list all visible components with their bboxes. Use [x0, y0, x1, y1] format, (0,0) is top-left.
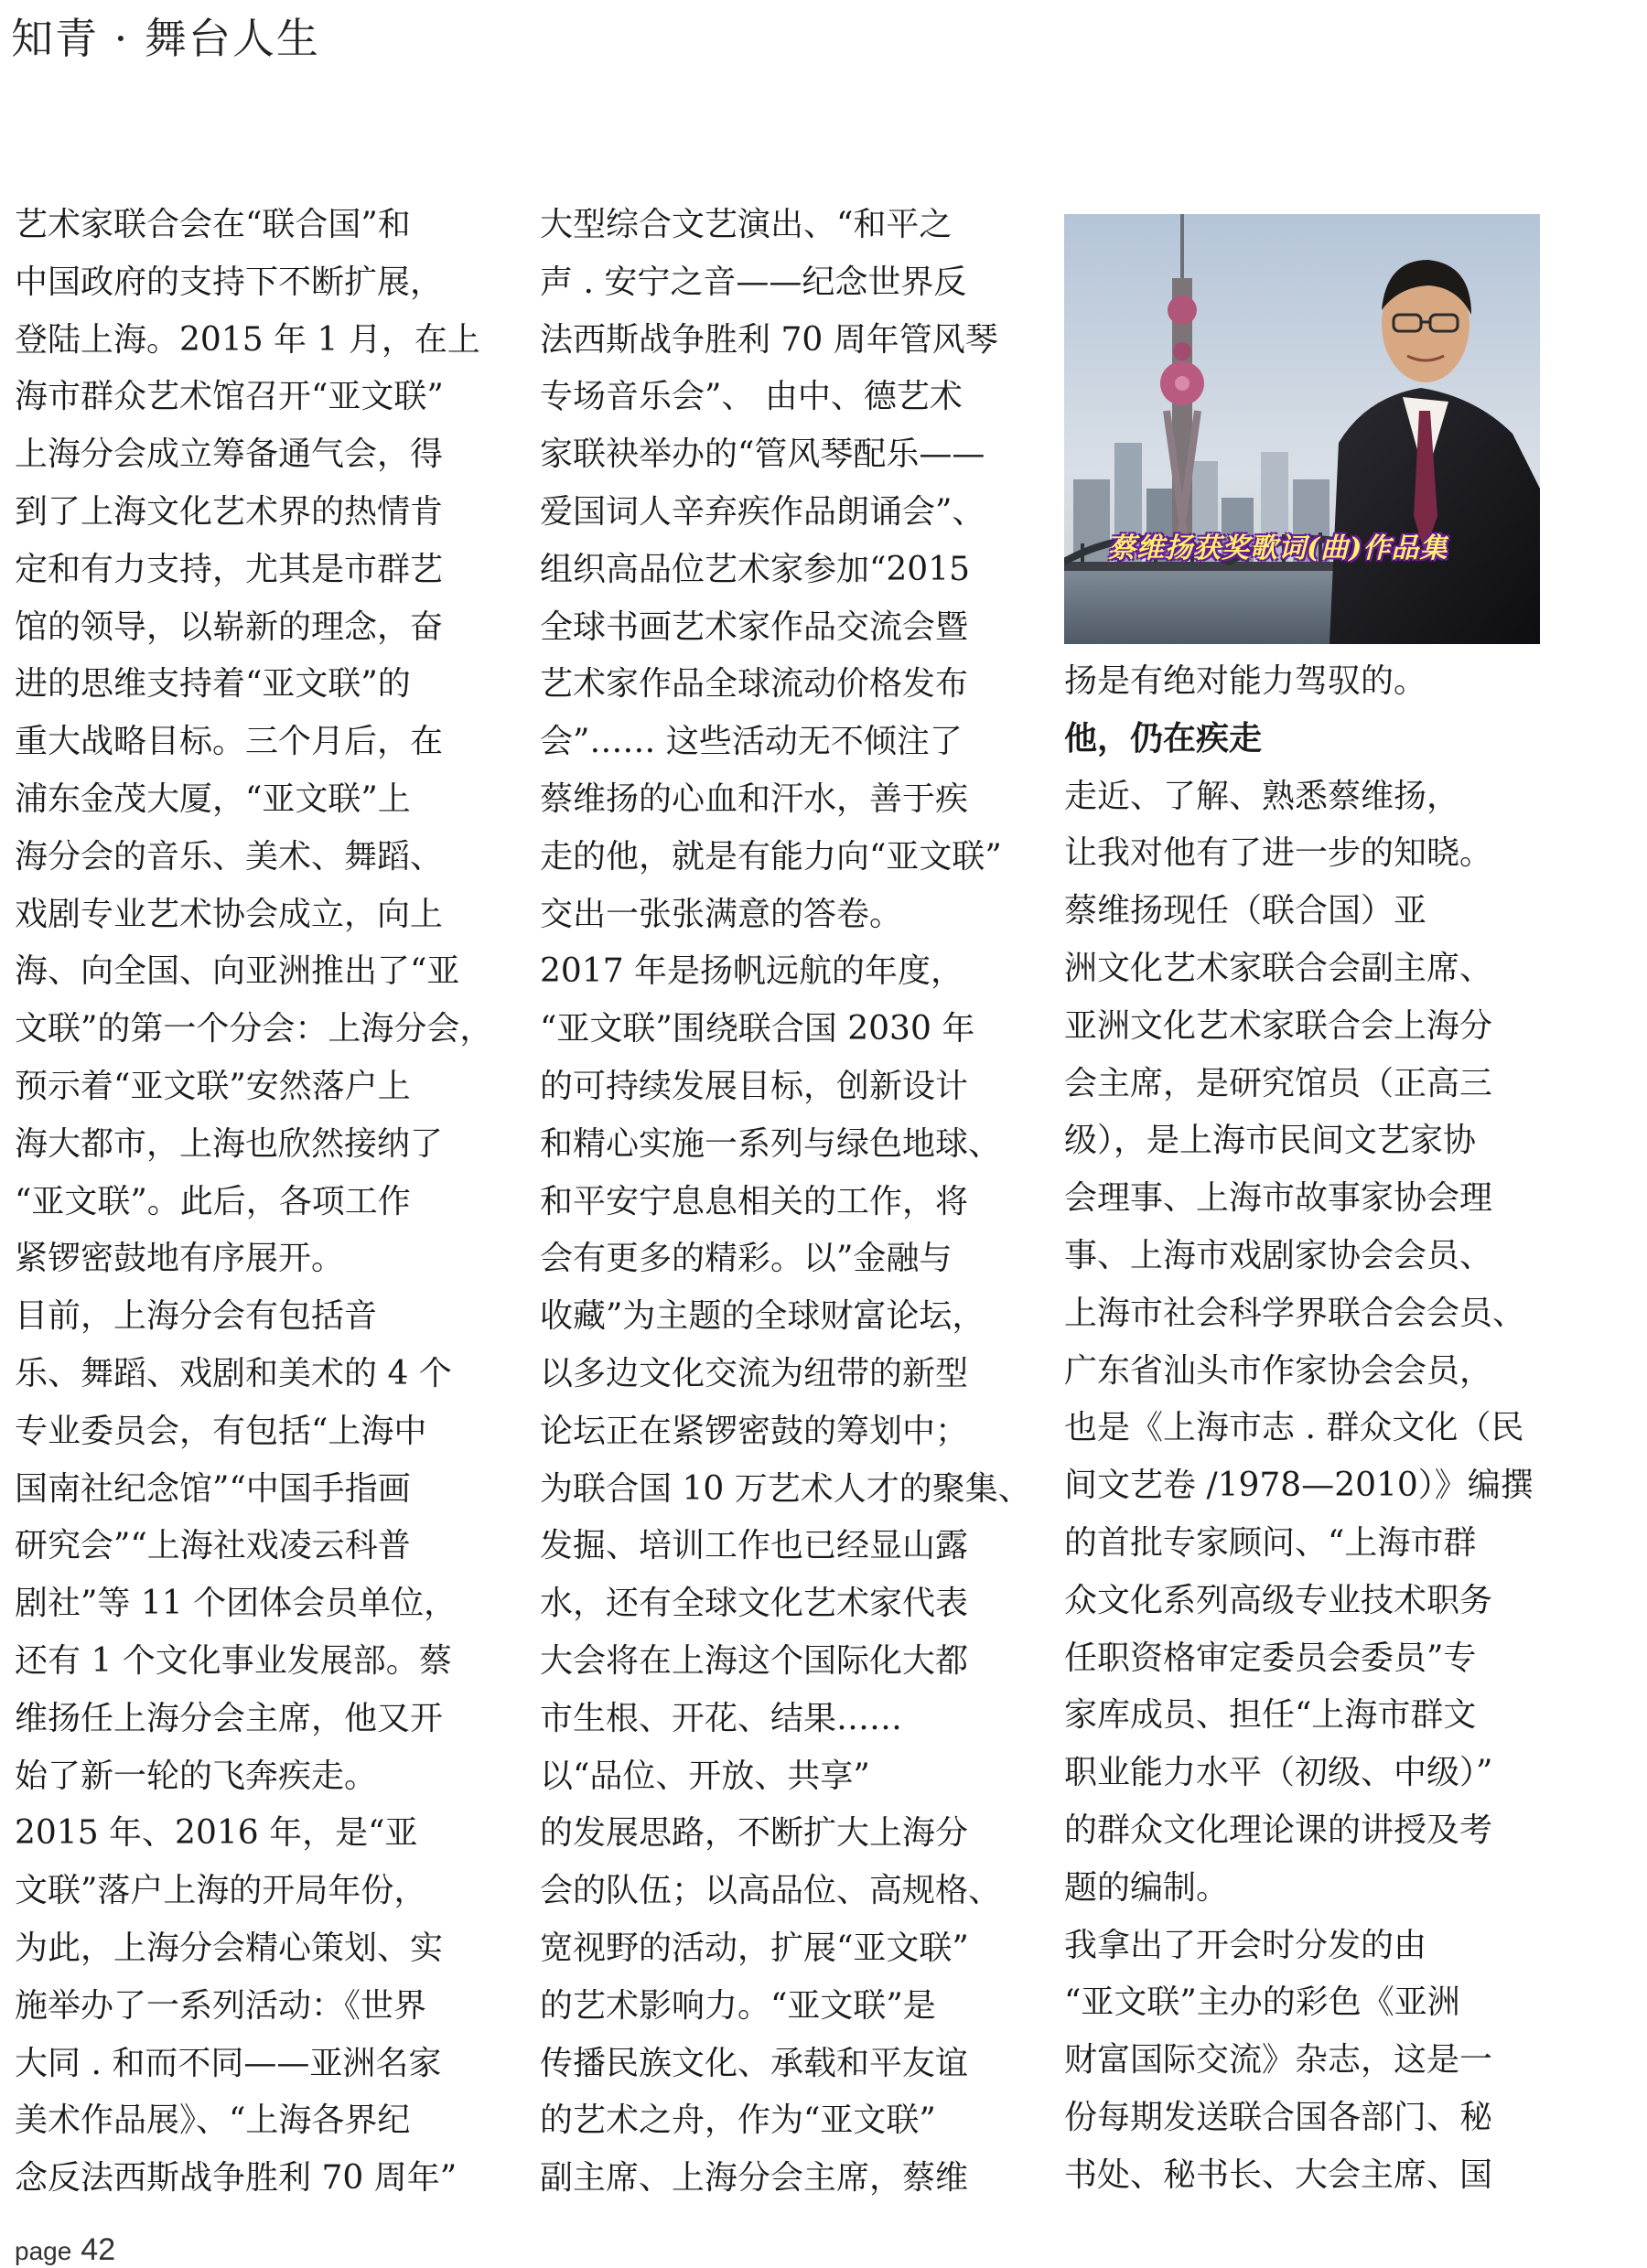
text-line: 走近、了解、熟悉蔡维扬， — [1064, 777, 1460, 815]
text-line: 上海分会成立筹备通气会，得 — [15, 435, 444, 474]
text-line: 会有更多的精彩。以”金融与 — [540, 1240, 953, 1278]
text-line: 还有 1 个文化事业发展部。蔡 — [15, 1641, 452, 1680]
text-line: 海市群众艺术馆召开“亚文联” — [15, 378, 444, 416]
text-line: 海分会的音乐、美术、舞蹈、 — [15, 837, 444, 876]
text-line: 的艺术之舟，作为“亚文联” — [540, 2101, 936, 2140]
text-line: 全球书画艺术家作品交流会暨 — [540, 607, 969, 646]
text-line: 国南社纪念馆”“中国手指画 — [15, 1469, 411, 1508]
text-line: 组织高品位艺术家参加“2015 — [540, 550, 971, 588]
text-line: 艺术家联合会在“联合国”和 — [15, 206, 411, 243]
shanghai-skyline-image — [1064, 214, 1540, 644]
text-line: 上海市社会科学界联合会会员、 — [1064, 1294, 1526, 1332]
text-line: “亚文联”围绕联合国 2030 年 — [540, 1010, 975, 1048]
text-line: 会理事、上海市故事家协会理 — [1064, 1179, 1493, 1218]
text-column-2 — [540, 197, 1031, 2208]
text-column-1 — [15, 197, 493, 2208]
text-line: 事、上海市戏剧家协会会员、 — [1064, 1236, 1493, 1274]
text-column-3 — [1064, 653, 1540, 2205]
text-line: 题的编制。 — [1064, 1868, 1230, 1907]
text-line: 份每期发送联合国各部门、秘 — [1064, 2098, 1493, 2136]
text-line: 艺术家作品全球流动价格发布 — [540, 665, 969, 704]
text-line: 进的思维支持着“亚文联”的 — [15, 665, 411, 704]
text-line: 为此，上海分会精心策划、实 — [15, 1929, 444, 1967]
text-line: 文联”落户上海的开局年份， — [15, 1872, 427, 1910]
text-line: 的可持续发展目标，创新设计 — [540, 1067, 969, 1105]
text-line: 副主席、上海分会主席，蔡维 — [540, 2159, 969, 2198]
text-line: 书处、秘书长、大会主席、国 — [1064, 2155, 1493, 2194]
text-line: 的发展思路，不断扩大上海分 — [540, 1814, 969, 1853]
text-line: 美术作品展》、“上海各界纪 — [15, 2101, 411, 2140]
text-line: 和平安宁息息相关的工作，将 — [540, 1182, 969, 1220]
text-line: 法西斯战争胜利 70 周年管风琴 — [540, 320, 998, 359]
text-line: 传播民族文化、承载和平友谊 — [540, 2044, 969, 2082]
text-line: 研究会”“上海社戏凌云科普 — [15, 1527, 411, 1565]
text-line: 蔡维扬现任（联合国）亚 — [1064, 892, 1427, 930]
text-line: 会的队伍；以高品位、高规格、 — [540, 1872, 1002, 1910]
text-line: 乐、舞蹈、戏剧和美术的 4 个 — [15, 1354, 452, 1392]
text-line: 目前，上海分会有包括音 — [15, 1297, 378, 1336]
text-line: 馆的领导，以崭新的理念，奋 — [15, 607, 444, 646]
text-line: 戏剧专业艺术协会成立，向上 — [15, 895, 444, 933]
text-line: 爱国词人辛弃疾作品朗诵会”、 — [540, 492, 985, 531]
section-header: 知青 · 舞台人生 — [11, 14, 320, 63]
text-line: 蔡维扬的心血和汗水，善于疾 — [540, 779, 969, 818]
text-line: 市生根、开花、结果…… — [540, 1699, 903, 1737]
text-line: 为联合国 10 万艺术人才的聚集、 — [540, 1469, 1031, 1508]
text-line: 财富国际交流》杂志，这是一 — [1064, 2041, 1493, 2080]
text-line: 众文化系列高级专业技术职务 — [1064, 1581, 1493, 1619]
text-line: 水，还有全球文化艺术家代表 — [540, 1585, 969, 1623]
text-line: 广东省汕头市作家协会会员， — [1064, 1351, 1493, 1390]
text-line: “亚文联”。此后，各项工作 — [15, 1182, 411, 1220]
text-line: 专场音乐会”、 由中、德艺术 — [540, 378, 963, 416]
text-line: 施举办了一系列活动：《世界 — [15, 1986, 427, 2025]
text-line: 任职资格审定委员会委员”专 — [1064, 1639, 1477, 1677]
text-line: 中国政府的支持下不断扩展， — [15, 263, 444, 301]
text-line: 到了上海文化艺术界的热情肯 — [15, 492, 444, 531]
text-line: 2015 年、2016 年，是“亚 — [15, 1814, 418, 1853]
subheading: 他，仍在疾走 — [1064, 719, 1263, 758]
page-footer — [15, 2232, 115, 2268]
text-line: 声 . 安宁之音——纪念世界反 — [540, 263, 967, 301]
text-line: 维扬任上海分会主席，他又开 — [15, 1699, 444, 1737]
text-line: 和精心实施一系列与绿色地球、 — [540, 1124, 1002, 1163]
text-line: 间文艺卷 /1978—2010）》编撰 — [1064, 1467, 1534, 1505]
text-line: 念反法西斯战争胜利 70 周年” — [15, 2159, 458, 2198]
text-line: 剧社”等 11 个团体会员单位， — [15, 1585, 458, 1623]
text-line: 浦东金茂大厦，“亚文联”上 — [15, 779, 411, 818]
text-line: 2017 年是扬帆远航的年度， — [540, 952, 964, 991]
text-line: 级），是上海市民间文艺家协 — [1064, 1122, 1477, 1160]
text-line: 论坛正在紧锣密鼓的筹划中； — [540, 1412, 969, 1450]
text-line: 职业能力水平（初级、中级）” — [1064, 1754, 1493, 1792]
text-line: 专业委员会，有包括“上海中 — [15, 1412, 427, 1450]
text-line: 海大都市，上海也欣然接纳了 — [15, 1124, 444, 1163]
text-line: 家联袂举办的“管风琴配乐—— — [540, 435, 985, 474]
text-line: 始了新一轮的飞奔疾走。 — [15, 1757, 378, 1795]
text-line: 文联”的第一个分会：上海分会， — [15, 1010, 493, 1048]
text-line: 我拿出了开会时分发的由 — [1064, 1926, 1427, 1964]
text-line: 大同 . 和而不同——亚洲名家 — [15, 2044, 442, 2082]
text-line: 宽视野的活动，扩展“亚文联” — [540, 1929, 969, 1967]
portrait-photo — [1064, 214, 1540, 644]
text-line: 也是《上海市志 . 群众文化（民 — [1064, 1409, 1524, 1447]
text-line: “亚文联”主办的彩色《亚洲 — [1064, 1983, 1460, 2022]
text-line: 大会将在上海这个国际化大都 — [540, 1641, 969, 1680]
photo-caption: 蔡维扬获奖歌词(曲)作品集 — [1108, 532, 1448, 564]
text-line: 预示着“亚文联”安然落户上 — [15, 1067, 411, 1105]
text-line: 交出一张张满意的答卷。 — [540, 895, 903, 933]
text-line: 会主席，是研究馆员（正高三 — [1064, 1064, 1493, 1102]
text-line: 的群众文化理论课的讲授及考 — [1064, 1811, 1493, 1849]
text-line: 扬是有绝对能力驾驭的。 — [1064, 662, 1427, 700]
text-line: 紧锣密鼓地有序展开。 — [15, 1240, 345, 1278]
text-line: 以多边文化交流为纽带的新型 — [540, 1354, 969, 1392]
page-number: 42 — [81, 2232, 116, 2267]
text-line: 走的他，就是有能力向“亚文联” — [540, 837, 1002, 876]
text-line: 的首批专家顾问、“上海市群 — [1064, 1523, 1477, 1562]
text-line: 登陆上海。2015 年 1 月，在上 — [15, 320, 480, 359]
text-line: 以“品位、开放、共享” — [540, 1757, 870, 1795]
text-line: 的艺术影响力。“亚文联”是 — [540, 1986, 936, 2025]
text-line: 收藏”为主题的全球财富论坛， — [540, 1297, 985, 1336]
text-line: 定和有力支持，尤其是市群艺 — [15, 550, 444, 588]
text-line: 海、向全国、向亚洲推出了“亚 — [15, 952, 460, 991]
text-line: 发掘、培训工作也已经显山露 — [540, 1527, 969, 1565]
text-line: 会”…… 这些活动无不倾注了 — [540, 723, 963, 761]
page-label: page — [15, 2237, 72, 2265]
text-line: 让我对他有了进一步的知晓。 — [1064, 834, 1493, 873]
text-line: 大型综合文艺演出、“和平之 — [540, 206, 953, 243]
text-line: 重大战略目标。三个月后，在 — [15, 723, 444, 761]
text-line: 家库成员、担任“上海市群文 — [1064, 1696, 1477, 1735]
text-line: 亚洲文化艺术家联合会上海分 — [1064, 1006, 1493, 1045]
text-line: 洲文化艺术家联合会副主席、 — [1064, 949, 1493, 987]
